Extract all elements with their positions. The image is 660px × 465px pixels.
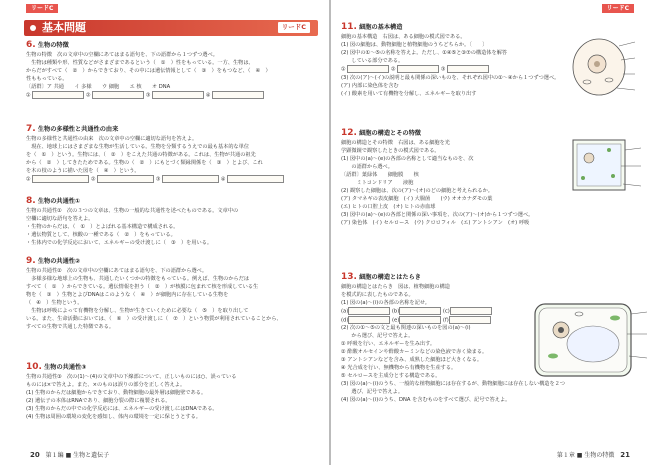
question-6: 6. 生物の特徴 生物の特徴 次の文章中の空欄にあてはまる語句を、下の語群から１つずつ選べ。 生物は種類や形、性質などがさまざまであるという（ ① ）性をもっている。一方、生物は、 からだがすべて（ ② ）からできており、その中には遺伝情報として（ ③ ）をもつなど、（ ④ ） 性ももっている。 〔語群〕ア 共通 イ 多様 ウ 細胞 エ 核 オ DNA ① ② ③ ④	[26, 40, 320, 100]
question-title: 生物の共通性①	[35, 198, 81, 205]
question-line: (1) 図の細胞は、動物細胞と植物細胞のうちどちらか。〔 〕	[341, 42, 488, 48]
question-line: 学顕微鏡で観察したときの模式図である。	[341, 148, 440, 154]
chloroplast-shape	[611, 174, 615, 178]
question-line: 〔語群〕ア 共通 イ 多様 ウ 細胞 エ 核 オ DNA	[26, 84, 171, 90]
left-footer	[26, 450, 109, 459]
question-title: 細胞の構造とその特徴	[356, 130, 421, 137]
question-line: (3) 図中の(a)〜(e)の各部と関係の深い事項を、次の(ア)〜(オ)から１つずつ選べ。	[341, 212, 534, 218]
question-title: 生物の共通性③	[41, 364, 87, 371]
question-line: から選び、記号で答えよ。	[341, 333, 414, 339]
question-line: (1) 生物のからだは細胞からできており、動物細胞の最外層は細胞壁である。	[26, 390, 207, 396]
question-line: (3) 図の(a)〜(i)のうち、一般的な植物細胞には存在するが、動物細胞には存在しない構造を２つ	[341, 381, 566, 387]
question-11: 11. 細胞の基本構造 細胞の基本構造 右図は、ある細胞の模式図である。 (1) 図の細胞は、動物細胞と植物細胞のうちどちらか。〔 〕 (2) 図中の①〜⑤の名称を答えよ。ただし、①④⑤と③⑦の構造体を解答 している部分である。 ① ② ③ (3) 次の(ア)〜(イ)の説明と最も関係の深いものを、それぞれ図中の①〜④から１つずつ選べ。 (ア) 内部に染色体を含む (イ) 酸素を用いて有機物を分解し、エネルギーを取り出す	[341, 22, 567, 98]
question-title: 細胞の基本構造	[356, 24, 403, 31]
page-number: 20	[30, 451, 40, 459]
question-line: ミトコンドリア 液胞	[341, 180, 414, 186]
question-line: (3) 次の(ア)〜(イ)の説明と最も関係の深いものを、それぞれ図中の①〜④から１つずつ選べ。	[341, 74, 560, 81]
question-line: 生物は種類や形、性質などがさまざまであるという（ ① ）性をもっている。一方、生物は、	[26, 60, 254, 66]
question-line: から（ ② ）してきたためである。生物の（ ② ）にもとづく類縁関係を（ ③ ）とよび、これ	[26, 160, 263, 166]
question-line: 〔語群〕葉緑体 細胞膜 核	[341, 172, 419, 178]
question-line: ① 呼吸を行い、エネルギーを生み出す。	[341, 341, 436, 347]
answer-boxes: (a) (b) (c)	[341, 307, 567, 316]
plant-cell-micrograph-figure	[569, 136, 645, 196]
plant-cell-structure-figure	[531, 300, 649, 380]
question-line: (2) 遺伝子の本体はRNAであり、細胞分裂の際に複製される。	[26, 398, 171, 404]
question-line: 多様多様な地球上の生物も、共通したいくつかの特徴をもっている。例えば、生物のからだは	[26, 276, 250, 282]
question-line: すべて（ ① ）からできている。遺伝情報を担う（ ② ）が核膜に包まれて核を形成している生	[26, 284, 259, 290]
chloroplast-shape	[581, 176, 585, 180]
question-line: 生物は呼吸によって有機物を分解し、生物が生きていくために必要な（ ⑤ ）を取り出して	[26, 308, 249, 314]
footer-text: 第１編 ■ 生物と遺伝子	[45, 452, 110, 459]
question-8: 8. 生物の共通性① 生物の共通性① 次の３つの文章は、生物の一般的な共通性を述べたものである。文章中の 空欄に適切な語句を答えよ。 ・生物のからだは、（ ① ）とよばれる基本構造で構成される。 ・遺伝物質として、核酸の一種である（ ② ）をもっている。 ・生体内での化学反応において、エネルギーの受け渡しに（ ③ ）を用いる。	[26, 196, 320, 247]
answer-boxes: (d) (e) (f)	[341, 316, 567, 325]
question-line: (1) 図の(a)〜(i)の各部の名称を記せ。	[341, 300, 430, 306]
question-line: (4) 生物は周囲の環境の変化を感知し、体内の環境を一定に保とうとする。	[26, 414, 201, 420]
question-line: からだがすべて（ ② ）からできており、その中には遺伝情報として（ ③ ）をもつなど、（ ④ ）	[26, 68, 271, 74]
question-line: 生物の共通性③ 次の(1)〜(4)の文章中の下線部について、正しいものには○、誤っている	[26, 374, 237, 380]
question-line: (ア) タマネギの表皮細胞 (イ) 大腸菌 (ウ) オオカナダモの葉	[341, 196, 493, 202]
nucleus-shape	[584, 153, 594, 163]
question-title: 細胞の構造とはたらき	[356, 274, 421, 281]
question-line: (2) 観察した細胞は、次の(ア)〜(オ)のどの細胞と考えられるか。	[341, 188, 493, 194]
section-title: 基本問題	[42, 21, 86, 34]
question-line: (1) 図中の(a)〜(e)の各部の名称として適当なものを、次	[341, 156, 474, 162]
question-12: 12. 細胞の構造とその特徴 細胞の構造とその特徴 右図は、ある細胞を光 学顕微鏡で観察したときの模式図である。 (1) 図中の(a)〜(e)の各部の名称として適当なものを、次 の語群から選べ。 〔語群〕葉緑体 細胞膜 核 ミトコンドリア 液胞 (2) 観察した細胞は、次の(ア)〜(オ)のどの細胞と考えられるか。 (ア) タマネギの表皮細胞 (イ) 大腸菌 (ウ) オオカナダモの葉 (エ) ヒトの口腔上皮 (オ) ヒトの赤血球 (3) 図中の(a)〜(e)の各部と関係の深い事項を、次の(ア)〜(オ)から１つずつ選べ。 (ア) 染色体 (イ) セルロース (ウ) クロロフィル (エ) アントシアン (オ) 呼吸	[341, 128, 567, 227]
footer-text: 第１章 ■ 生物の特徴	[556, 452, 615, 459]
question-line: を模式的に表したものである。	[341, 292, 414, 298]
question-line: を（ ① ）という。生物には、（ ② ）をこえた共通の特徴がある。これは、生物が共通の祖先	[26, 152, 256, 158]
question-line: 生物の特徴 次の文章中の空欄にあてはまる語句を、下の語群から１つずつ選べ。	[26, 52, 218, 58]
answer-boxes: ① ② ③	[341, 65, 567, 74]
question-line: 生物の共通性② 次の文章中の空欄にあてはまる語句を、下の語群から選べ。	[26, 268, 208, 274]
answer-boxes: ① ② ③ ④	[26, 175, 320, 184]
answer-boxes: ① ② ③ ④	[26, 91, 320, 100]
question-line: 物を（ ③ ）生物とよびDNAはこのような（ ④ ）が細胞内に存在している生物を	[26, 292, 229, 298]
right-page	[331, 0, 660, 465]
question-line: を木の枝のように描いた図を（ ④ ）という。	[26, 168, 140, 174]
question-line: (イ) 酸素を用いて有機物を分解し、エネルギーを取り出す	[341, 90, 477, 97]
question-line: 生物の共通性① 次の３つの文章は、生物の一般的な共通性を述べたものである。文章中の	[26, 208, 239, 214]
question-line: ④ 光合成を行い、無機物から有機物を生産する。	[341, 365, 457, 371]
question-line: （ ④ ）生物という。	[26, 300, 83, 306]
chloroplast-shape	[610, 316, 620, 321]
right-footer	[557, 450, 634, 459]
question-line: ② 酢酸オルセインや酢酸カーミンなどの染色液で赤く染まる。	[341, 349, 488, 355]
question-line: (2) 図中の①〜⑤の名称を答えよ。ただし、①④⑤と③⑦の構造体を解答	[341, 50, 508, 56]
chloroplast-shape	[607, 148, 611, 152]
chloroplast-shape	[548, 354, 558, 359]
left-page	[0, 0, 329, 465]
question-line: 細胞の構造とその特徴 右図は、ある細胞を光	[341, 140, 450, 146]
question-line: ・生体内での化学反応において、エネルギーの受け渡しに（ ③ ）を用いる。	[26, 240, 213, 246]
section-level-label: リードC	[278, 22, 310, 33]
question-line: ⑤ セルロースを主成分とする構造である。	[341, 373, 441, 379]
question-line: ③ アントシアンなどを含み、成熟した細胞ほど大きくなる。	[341, 357, 483, 363]
question-line: ・生物のからだは、（ ① ）とよばれる基本構造で構成される。	[26, 224, 179, 230]
question-line: 現在、地球上にはさまざまな生物が生活している。生物を分類するうえでの最も基本的な単位	[26, 144, 250, 150]
question-7: 7. 生物の多様性と共通性の由来 生物の多様性と共通性の由来 次の文章中の空欄に適切な語句を答えよ。 現在、地球上にはさまざまな生物が生活している。生物を分類するうえでの最も基本的な単位 を（ ① ）という。生物には、（ ② ）をこえた共通の特徴がある。これは、生物が共通の祖先 から（ ② ）してきたためである。生物の（ ② ）にもとづく類縁関係を（ ③ ）とよび、これ を木の枝のように描いた図を（ ④ ）という。 ① ② ③ ④	[26, 124, 320, 184]
question-line: ・遺伝物質として、核酸の一種である（ ② ）をもっている。	[26, 232, 176, 238]
question-line: (4) 図の(a)〜(i)のうち、DNA を含むものをすべて選び、記号で答えよ。	[341, 397, 511, 403]
question-line: いる。また、生命活動においては、（ ⑥ ）の受け渡しに（ ⑦ ）という物質が利用されていることから、	[26, 316, 282, 322]
question-line: 細胞の基本構造 右図は、ある細胞の模式図である。	[341, 34, 466, 40]
question-line: 性ももっている。	[26, 76, 68, 82]
right-level-tag: リードC	[602, 4, 634, 13]
animal-cell-figure	[569, 34, 639, 100]
question-line: すべての生物で共通した特徴である。	[26, 324, 115, 330]
banner-dot-icon	[30, 25, 36, 31]
question-title: 生物の共通性②	[35, 258, 81, 265]
left-level-tag: リードC	[26, 4, 58, 13]
question-line: (ア) 染色体 (イ) セルロース (ウ) クロロフィル (エ) アントシアン (オ) 呼吸	[341, 220, 530, 226]
question-line: している部分である。	[341, 58, 404, 64]
nucleolus-shape	[558, 327, 564, 333]
question-line: 空欄に適切な語句を答えよ。	[26, 216, 94, 222]
section-banner	[24, 20, 318, 36]
question-title: 生物の多様性と共通性の由来	[35, 126, 119, 133]
question-line: (3) 生物のからだの中での化学反応には、エネルギーの受け渡しにはDNAである。	[26, 406, 218, 412]
question-line: 細胞の構造とはたらき 図は、植物細胞の構造	[341, 284, 450, 290]
question-13: 13. 細胞の構造とはたらき 細胞の構造とはたらき 図は、植物細胞の構造 を模式的に表したものである。 (1) 図の(a)〜(i)の各部の名称を記せ。 (a) (b) (c) (d) (e) (f) (2) 次の①〜⑤の文と最も関連の深いものを図の(a)〜(i) から選び、記号で答えよ。 ① 呼吸を行い、エネルギーを生み出す。 ② 酢酸オルセインや酢酸カーミンなどの染色液で赤く染まる。 ③ アントシアンなどを含み、成熟した細胞ほど大きくなる。 ④ 光合成を行い、無機物から有機物を生産する。 ⑤ セルロースを主成分とする構造である。 (3) 図の(a)〜(i)のうち、一般的な植物細胞には存在するが、動物細胞には存在しない構造を２つ 選び、記号で答えよ。 (4) 図の(a)〜(i)のうち、DNA を含むものをすべて選び、記号で答えよ。	[341, 272, 566, 403]
question-line: (ア) 内部に染色体を含む	[341, 82, 399, 89]
page-number: 21	[620, 451, 630, 459]
nucleolus-shape	[594, 61, 600, 67]
question-line: 選び、記号で答えよ。	[341, 389, 404, 395]
question-line: (2) 次の①〜⑤の文と最も関連の深いものを図の(a)〜(i)	[341, 325, 471, 331]
question-9: 9. 生物の共通性② 生物の共通性② 次の文章中の空欄にあてはまる語句を、下の語群から選べ。 多様多様な地球上の生物も、共通したいくつかの特徴をもっている。例えば、生物のからだは すべて（ ① ）からできている。遺伝情報を担う（ ② ）が核膜に包まれて核を形成している生 物を（ ③ ）生物とよびDNAはこのような（ ④ ）が細胞内に存在している生物を （ ④ ）生物という。 生物は呼吸によって有機物を分解し、生物が生きていくために必要な（ ⑤ ）を取り出して いる。また、生命活動においては、（ ⑥ ）の受け渡しに（ ⑦ ）という物質が利用されていることから、 すべての生物で共通した特徴である。	[26, 256, 320, 331]
question-line: ものには×で答えよ。また、×のものは誤りの部分を正しく答えよ。	[26, 382, 186, 388]
question-10: 10. 生物の共通性③ 生物の共通性③ 次の(1)〜(4)の文章中の下線部について、正しいものには○、誤っている ものには×で答えよ。また、×のものは誤りの部分を正しく答えよ。 (1) 生物のからだは細胞からできており、動物細胞の最外層は細胞壁である。 (2) 遺伝子の本体はRNAであり、細胞分裂の際に複製される。 (3) 生物のからだの中での化学反応には、エネルギーの受け渡しにはDNAである。 (4) 生物は周囲の環境の変化を感知し、体内の環境を一定に保とうとする。	[26, 362, 320, 421]
question-line: の語群から選べ。	[341, 164, 393, 170]
question-line: 生物の多様性と共通性の由来 次の文章中の空欄に適切な語句を答えよ。	[26, 136, 198, 142]
question-title: 生物の特徴	[35, 42, 69, 49]
question-line: (エ) ヒトの口腔上皮 (オ) ヒトの赤血球	[341, 204, 436, 210]
vacuole-shape	[567, 326, 619, 362]
